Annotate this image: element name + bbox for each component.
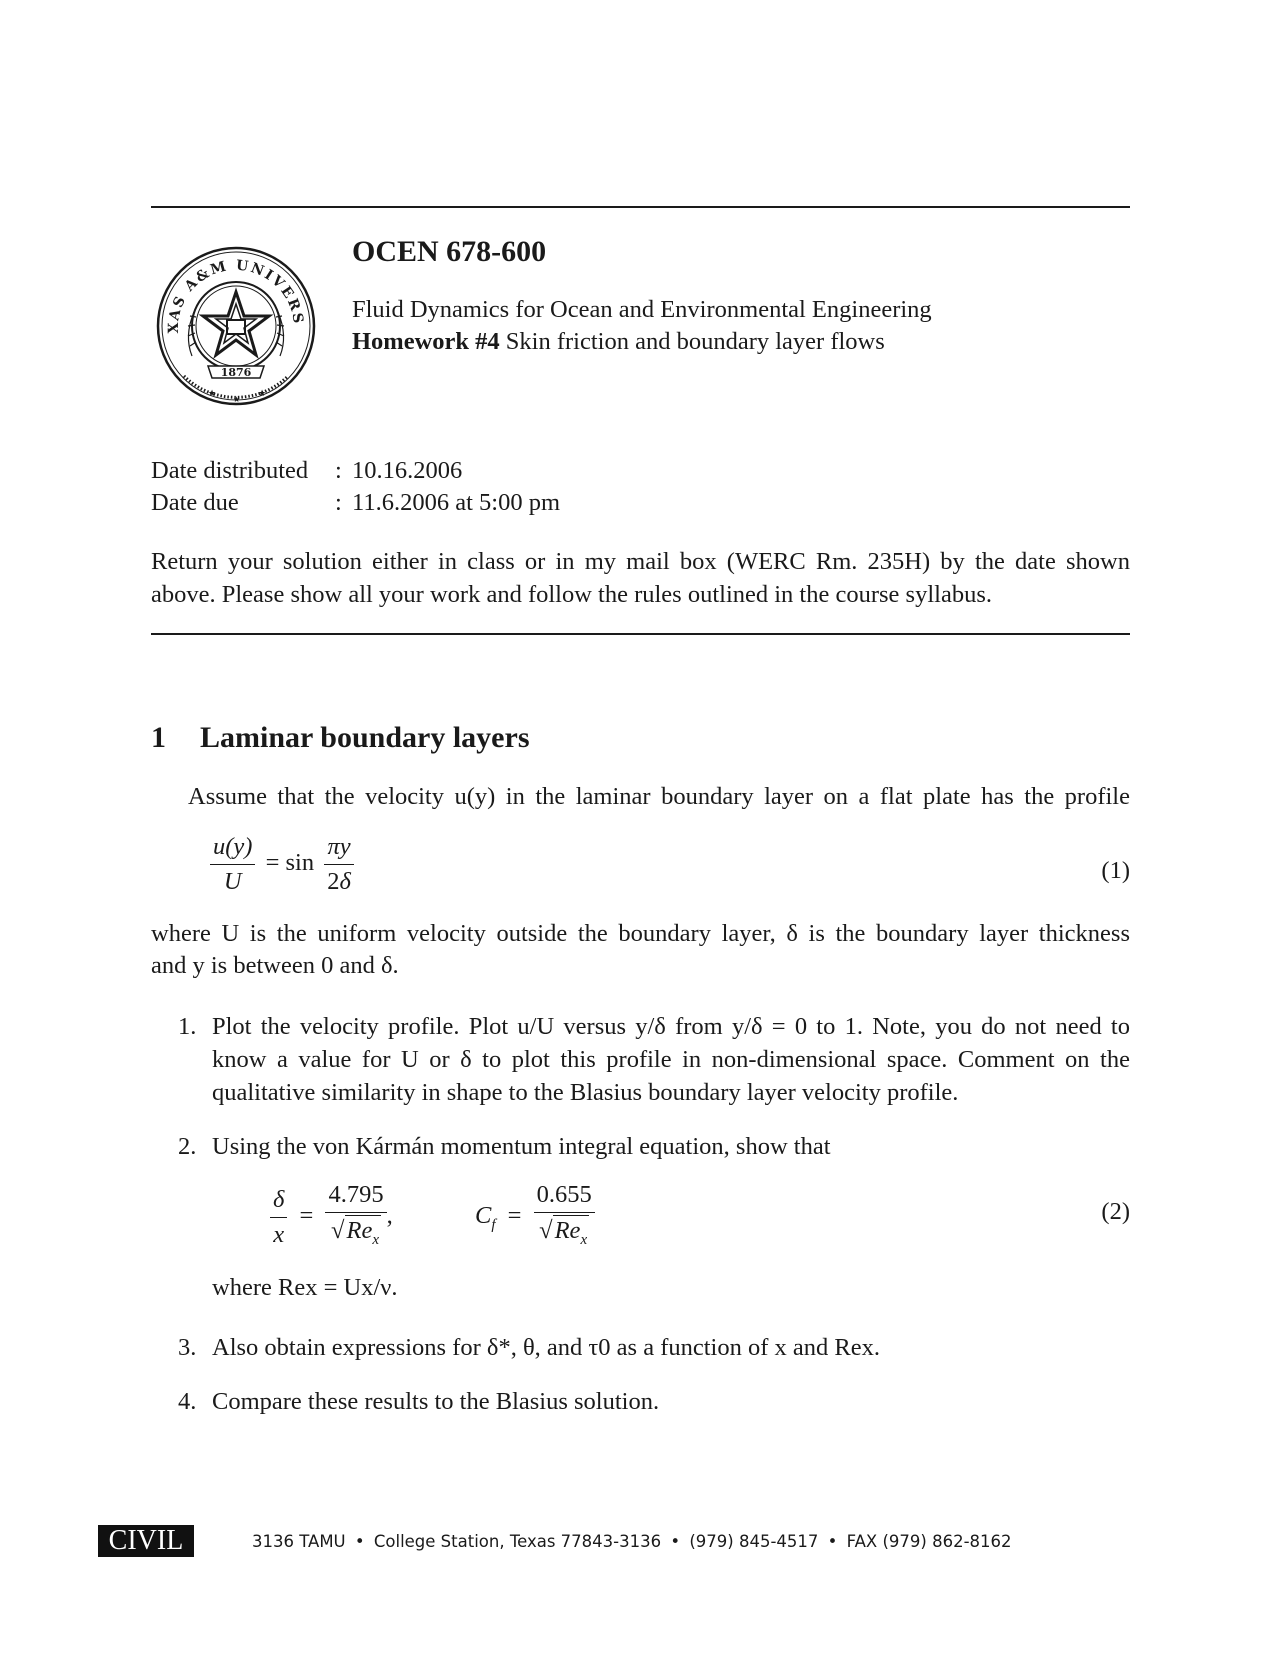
equation-1: $\frac{u(y)}{U}$ = sin $\frac{\pi y}{2\delta}$ [210, 832, 354, 897]
list-item [178, 1385, 1130, 1425]
middle-rule [151, 633, 1130, 635]
item-4-number: 4. [178, 1388, 197, 1415]
homework-topic: Skin friction and boundary layer flows [505, 328, 885, 355]
footer-city: College Station, Texas 77843-3136 [373, 1532, 662, 1551]
footer-bullet: • [354, 1532, 365, 1551]
svg-text:★: ★ [233, 395, 241, 404]
date-distributed-label: Date distributed [151, 457, 309, 484]
svg-text:★: ★ [208, 389, 217, 399]
item-2-where: where Rex = Ux/ν. [212, 1274, 398, 1301]
date-due-sep: : [335, 489, 342, 516]
item-1-text: Plot the velocity profile. Plot u/U versus y/δ from y/δ = 0 to 1. Note, you do not need to know a value for U or δ to plot this profile in non-dimensional space. Comment on the qualitative similarity in shape to the Blasius boundary layer velocity profile. [212, 1013, 1130, 1106]
seal-top-text: XAS A&M UNIVERS [165, 257, 307, 334]
seal-graphic [156, 236, 316, 406]
date-distributed-value: 10.16.2006 [352, 457, 463, 484]
eq2-delta-fraction: $\frac{\delta}{x}$ [270, 1185, 287, 1250]
item-3-number: 3. [178, 1334, 197, 1361]
svg-text:★: ★ [258, 389, 267, 399]
item-2-text: Using the von Kármán momentum integral equation, show that [212, 1133, 831, 1160]
footer-bullet: • [827, 1532, 838, 1551]
item-3-text: Also obtain expressions for δ*, θ, and τ0 as a function of x and Rex. [212, 1334, 880, 1361]
eq2-rhs1-fraction: $\frac{4.795}{√Re_x}$ [325, 1180, 386, 1255]
equation-2: $\frac{\delta}{x}$ = $\frac{4.795}{√Re_x}$ , $C_f$ = $\frac{0.655}{√Re_x}$ [270, 1180, 910, 1255]
eq1-rhs-fraction: $\frac{\pi y}{2\delta}$ [324, 832, 354, 897]
footer-phone: (979) 845-4517 [689, 1532, 819, 1551]
section-title: Laminar boundary layers [200, 721, 530, 754]
top-rule [151, 206, 1130, 208]
homework-line [352, 325, 885, 358]
seal-year: 1876 [220, 366, 252, 379]
equation-2-number: (2) [1101, 1198, 1130, 1225]
item-4-text: Compare these results to the Blasius solution. [212, 1388, 660, 1415]
instructions: Return your solution either in class or in my mail box (WERC Rm. 235H) by the date shown above. Please show all your work and follow the rules outlined in the course syllabus. [151, 548, 1130, 608]
course-code: OCEN 678-600 [352, 235, 547, 268]
footer-address: 3136 TAMU [252, 1532, 346, 1551]
item-1-number: 1. [178, 1013, 197, 1040]
eq2-cf-fraction: $\frac{0.655}{√Re_x}$ [534, 1180, 595, 1255]
date-distributed-sep: : [335, 457, 342, 484]
civil-logo: CIVIL [98, 1525, 194, 1557]
list-item [178, 1331, 1130, 1371]
university-seal [156, 236, 316, 406]
homework-label: Homework #4 [352, 328, 500, 355]
eq1-lhs-fraction: $\frac{u(y)}{U}$ [210, 832, 255, 897]
after-eq1-line1: where U is the uniform velocity outside the boundary layer, δ is the boundary layer thickness [151, 920, 1130, 947]
footer-bullet: • [670, 1532, 681, 1551]
section-intro: Assume that the velocity u(y) in the laminar boundary layer on a flat plate has the profile [188, 783, 1130, 810]
footer-fax: FAX (979) 862-8162 [846, 1532, 1012, 1551]
footer-address-line [252, 1530, 1012, 1554]
equation-1-number: (1) [1101, 857, 1130, 884]
date-due-value: 11.6.2006 at 5:00 pm [352, 489, 561, 516]
list-item [178, 1130, 1130, 1170]
after-eq1-line2: and y is between 0 and δ. [151, 952, 399, 979]
list-item [178, 1010, 1130, 1110]
item-2-number: 2. [178, 1133, 197, 1160]
course-title: Fluid Dynamics for Ocean and Environmental Engineering [352, 296, 932, 323]
section-number: 1 [151, 721, 166, 754]
date-due-label: Date due [151, 489, 239, 516]
